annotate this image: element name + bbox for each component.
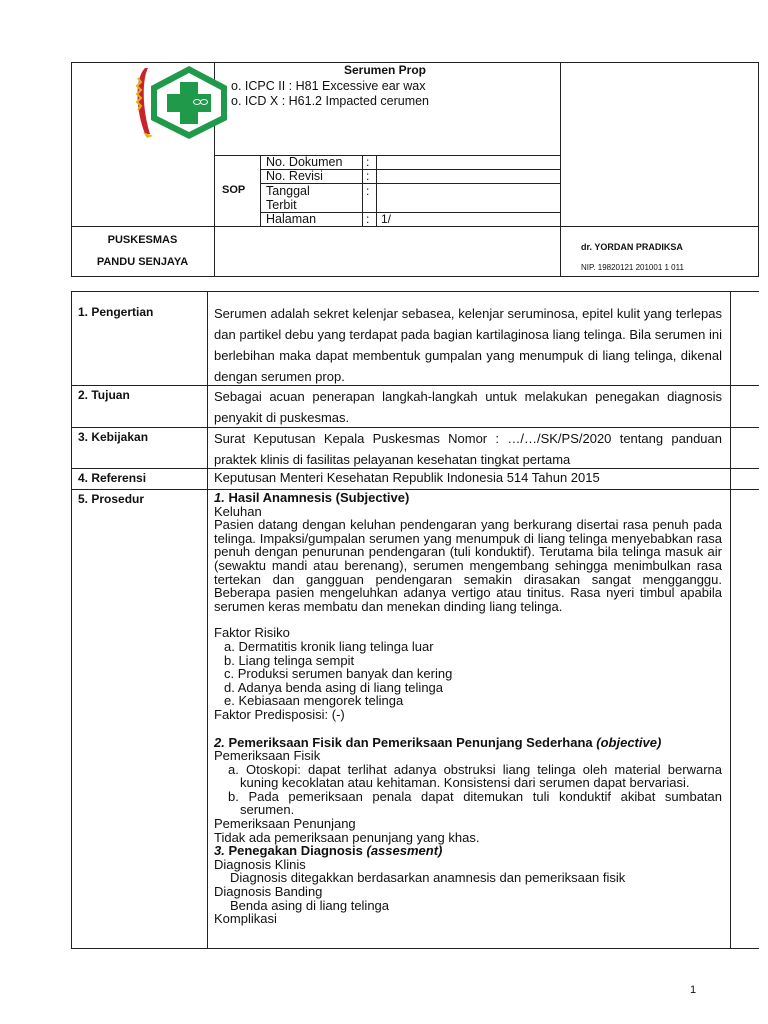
pengertian-text: Serumen adalah sekret kelenjar sebasea, kelenjar seruminosa, epitel kulit yang terlepas dan partikel debu yang terdapat pada bagian kartilaginosa liang telinga. Bila serumen ini berlebihan maka dapat membentuk gumpalan yang menumpuk di liang telinga, dikenal dengan serumen prop. (214, 306, 722, 384)
kebijakan-text: Surat Keputusan Kepala Puskesmas Nomor : …/…/SK/PS/2020 tentang panduan praktek klinis di fasilitas pelayanan kesehatan tingkat pertama (214, 431, 722, 467)
field-halaman-label: Halaman (266, 212, 317, 226)
faktor-risiko-item: e. Kebiasaan mengorek telinga (224, 693, 404, 709)
pemeriksaan-penunjang-label: Pemeriksaan Penunjang (214, 816, 356, 832)
diagnosis-klinis-label: Diagnosis Klinis (214, 856, 306, 872)
heading-3-italic: (assesment) (366, 843, 443, 859)
field-no-revisi-sep: : (366, 169, 370, 183)
field-no-revisi-label: No. Revisi (266, 169, 323, 183)
field-halaman-value: 1/ (381, 212, 392, 226)
heading-pemeriksaan (214, 736, 722, 750)
diagnosis-klinis-text: Diagnosis ditegakkan berdasarkan anamnesis dan pemeriksaan fisik (230, 870, 626, 886)
icpc-code: o. ICPC II : H81 Excessive ear wax (231, 79, 426, 93)
pemeriksaan-fisik-item: b. Pada pemeriksaan penala dapat ditemukan tuli konduktif akibat sumbatan serumen. (228, 788, 722, 818)
faktor-risiko-label: Faktor Risiko (214, 625, 290, 641)
institution-name-line1: PUSKESMAS (107, 234, 178, 246)
pemeriksaan-fisik-item: a. Otoskopi: dapat terlihat adanya obstruksi liang telinga oleh material berwarna kuning kecoklatan atau kehitaman. Konsistensi dari serumen dapat bervariasi. (228, 761, 722, 791)
heading-penegakan-diagnosis (214, 844, 722, 858)
sop-label: SOP (222, 184, 246, 196)
field-halaman-sep: : (366, 212, 370, 226)
field-tanggal-terbit-label: Tanggal Terbit (266, 184, 310, 212)
label-referensi: 4. Referensi (78, 471, 147, 485)
heading-1-number: 1. (214, 490, 225, 505)
pemeriksaan-fisik-label: Pemeriksaan Fisik (214, 748, 321, 764)
signer-nip: NIP. 19820121 201001 1 011 (581, 263, 684, 272)
label-tujuan: 2. Tujuan (78, 388, 130, 402)
page-number: 1 (690, 984, 697, 996)
referensi-text: Keputusan Menteri Kesehatan Republik Indonesia 514 Tahun 2015 (214, 470, 600, 485)
faktor-risiko-item: a. Dermatitis kronik liang telinga luar (224, 638, 434, 654)
heading-2-italic: (objective) (596, 734, 662, 750)
faktor-risiko-item: b. Liang telinga sempit (224, 652, 355, 668)
heading-3-number: 3. (214, 843, 225, 859)
prosedur-content (214, 491, 722, 926)
pemeriksaan-penunjang-text: Tidak ada pemeriksaan penunjang yang khas. (214, 829, 480, 845)
faktor-risiko-item: d. Adanya benda asing di liang telinga (224, 679, 444, 695)
keluhan-text: Pasien datang dengan keluhan pendengaran yang berkurang disertai rasa penuh pada telinga. Impaksi/gumpalan serumen yang menumpuk di liang telinga menyebabkan rasa penuh dengan penurunan pendengaran (tuli konduktif). Terutama bila telinga masuk air (sewaktu mandi atau berenang), serumen mengembang sehingga menimbulkan rasa tertekan dan gangguan pendengaran semakin dirasakan sangat mengganggu. Beberapa pasien mengeluhkan adanya vertigo atau tinitus. Rasa nyeri timbul apabila serumen keras membatu dan menekan dinding liang telinga. (214, 517, 722, 614)
diagnosis-banding-text: Benda asing di liang telinga (230, 897, 390, 913)
faktor-predisposisi: Faktor Predisposisi: (-) (214, 706, 345, 722)
icd-code: o. ICD X : H61.2 Impacted cerumen (231, 94, 430, 108)
label-pengertian: 1. Pengertian (78, 305, 154, 319)
diagnosis-banding-label: Diagnosis Banding (214, 884, 323, 900)
heading-2-text: Pemeriksaan Fisik dan Pemeriksaan Penunjang Sederhana (228, 734, 593, 750)
heading-3-text: Penegakan Diagnosis (228, 843, 363, 859)
institution-name-line2: PANDU SENJAYA (96, 256, 189, 268)
komplikasi-label: Komplikasi (214, 911, 277, 927)
heading-1-text: Hasil Anamnesis (Subjective) (228, 490, 410, 505)
signer-name: dr. YORDAN PRADIKSA (581, 242, 683, 252)
field-no-dokumen-label: No. Dokumen (266, 155, 343, 169)
heading-2-number: 2. (214, 734, 225, 750)
puskesmas-logo-icon (133, 64, 229, 140)
field-tanggal-terbit-sep: : (366, 184, 370, 198)
keluhan-label: Keluhan (214, 503, 262, 519)
tujuan-text: Sebagai acuan penerapan langkah-langkah untuk melakukan penegakan diagnosis penyakit di puskesmas. (214, 389, 722, 425)
faktor-risiko-item: c. Produksi serumen banyak dan kering (224, 666, 453, 682)
document-title: Serumen Prop (343, 63, 427, 77)
label-kebijakan: 3. Kebijakan (78, 430, 149, 444)
field-no-dokumen-sep: : (366, 155, 370, 169)
heading-hasil-anamnesis (214, 491, 722, 505)
label-prosedur: 5. Prosedur (78, 492, 145, 506)
